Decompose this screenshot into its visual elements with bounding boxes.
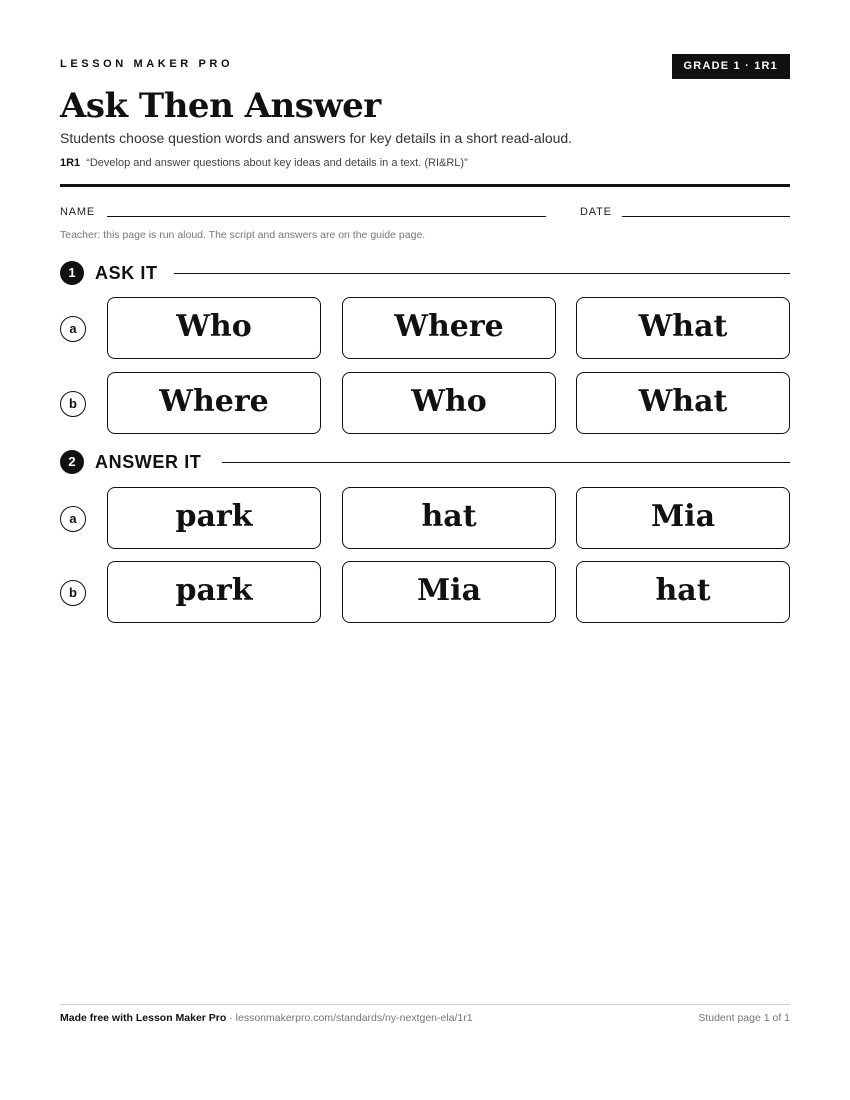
choice-card[interactable]: park bbox=[107, 561, 321, 623]
choice-card[interactable]: Mia bbox=[342, 561, 556, 623]
section-ask-it bbox=[60, 261, 790, 285]
grade-badge: GRADE 1 · 1R1 bbox=[672, 54, 790, 79]
row-letter-badge: b bbox=[60, 391, 86, 417]
ask-row-b bbox=[60, 372, 790, 434]
name-field[interactable] bbox=[107, 216, 546, 217]
row-letter-badge: a bbox=[60, 506, 86, 532]
choice-card[interactable]: hat bbox=[576, 561, 790, 623]
section-number: 2 bbox=[60, 450, 84, 474]
section-title: ANSWER IT bbox=[95, 452, 202, 472]
section-divider bbox=[222, 462, 790, 463]
choice-card[interactable]: Who bbox=[107, 297, 321, 359]
section-title: ASK IT bbox=[95, 263, 158, 283]
row-letter-badge: b bbox=[60, 580, 86, 606]
section-answer-it bbox=[60, 450, 790, 474]
standard-line bbox=[60, 157, 468, 169]
footer-page-label: Student page 1 of 1 bbox=[698, 1012, 790, 1024]
choice-card[interactable]: Mia bbox=[576, 487, 790, 549]
choice-card[interactable]: Where bbox=[107, 372, 321, 434]
section-number: 1 bbox=[60, 261, 84, 285]
standard-code: 1R1 bbox=[60, 157, 81, 169]
row-letter-badge: a bbox=[60, 316, 86, 342]
answer-row-a bbox=[60, 487, 790, 549]
choice-card[interactable]: What bbox=[576, 372, 790, 434]
date-label: DATE bbox=[580, 206, 612, 218]
footer-made-with: Made free with Lesson Maker Pro bbox=[60, 1012, 227, 1024]
name-label: NAME bbox=[60, 206, 95, 218]
choice-card[interactable]: What bbox=[576, 297, 790, 359]
section-divider bbox=[174, 273, 790, 274]
header-divider bbox=[60, 184, 790, 187]
date-field[interactable] bbox=[622, 216, 790, 217]
worksheet-page bbox=[60, 0, 790, 1100]
page-title: Ask Then Answer bbox=[60, 86, 381, 126]
footer-credit bbox=[60, 1012, 473, 1024]
choice-card[interactable]: Who bbox=[342, 372, 556, 434]
choice-card[interactable]: park bbox=[107, 487, 321, 549]
footer-url[interactable]: · lessonmakerpro.com/standards/ny-nextgen-ela/1r1 bbox=[226, 1012, 473, 1024]
choice-card[interactable]: Where bbox=[342, 297, 556, 359]
page-subtitle: Students choose question words and answers for key details in a short read-aloud. bbox=[60, 130, 573, 146]
standard-text: “Develop and answer questions about key ideas and details in a text. (RI&RL)” bbox=[86, 157, 468, 169]
brand-name: LESSON MAKER PRO bbox=[60, 58, 234, 70]
answer-row-b bbox=[60, 561, 790, 623]
footer-divider bbox=[60, 1004, 790, 1005]
ask-row-a bbox=[60, 297, 790, 359]
choice-card[interactable]: hat bbox=[342, 487, 556, 549]
teacher-note: Teacher: this page is run aloud. The script and answers are on the guide page. bbox=[60, 229, 426, 241]
